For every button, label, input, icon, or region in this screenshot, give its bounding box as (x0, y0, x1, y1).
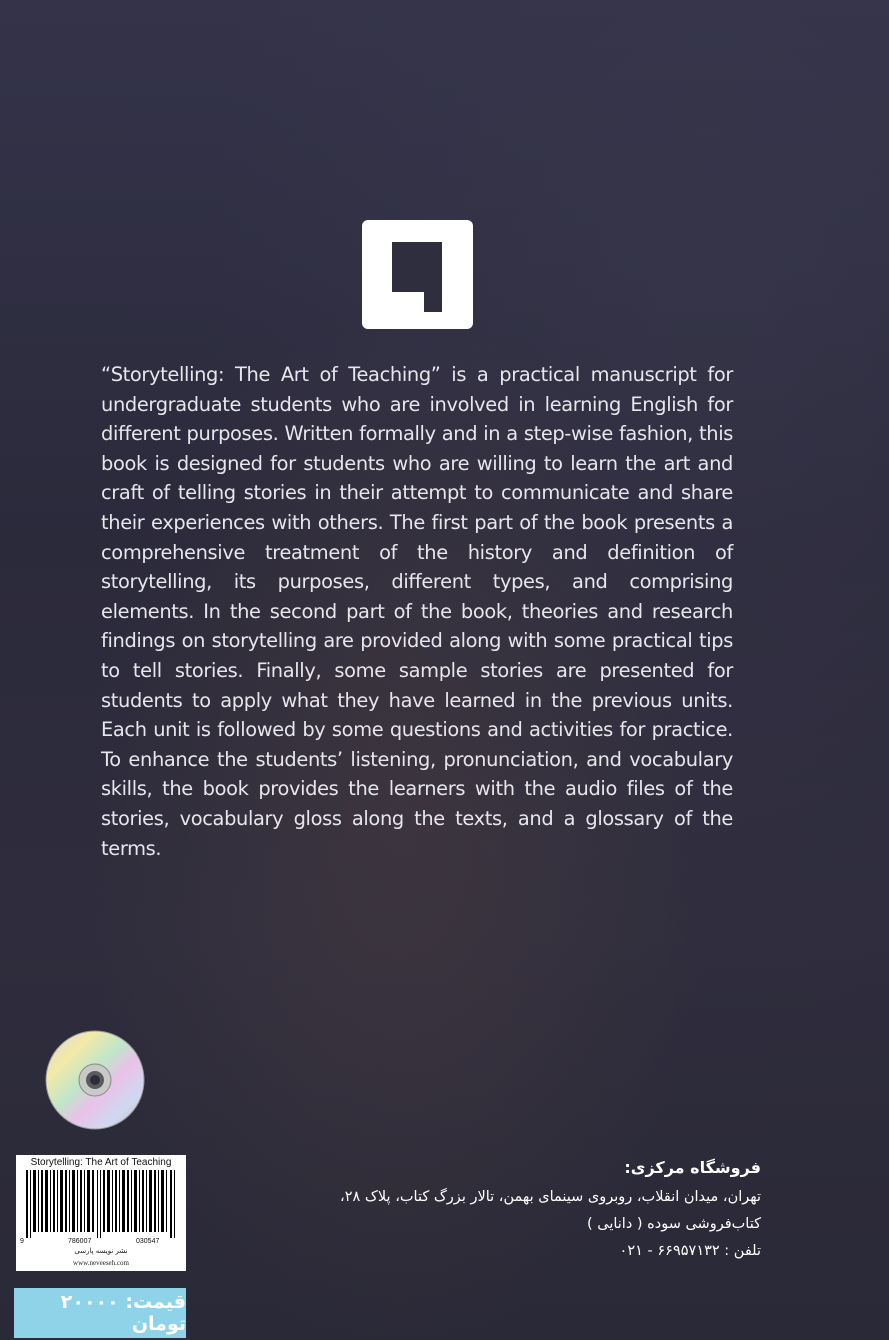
store-shop-name: کتاب‌فروشی سوده ( دانایی ) (586, 1216, 761, 1232)
barcode-label (16, 1155, 186, 1271)
store-info (221, 1158, 761, 1268)
publisher-logo-icon (362, 220, 473, 329)
barcode-digits-right: 030547 (136, 1238, 160, 1245)
barcode-digits-left: 786007 (68, 1238, 92, 1245)
publisher-name: نشر نویسه پارسی (74, 1247, 128, 1255)
publisher-url: www.neveeseh.com (73, 1259, 129, 1267)
barcode-book-title: Storytelling: The Art of Teaching (30, 1157, 172, 1168)
book-description: “Storytelling: The Art of Teaching” is a practical manuscript for undergraduate students who are involved in learning English for different purposes. Written formally and in a step-wise fashion, this book is designed for students who are willing to learn the art and craft of telling stories in their attempt to communicate and share their experiences with others. The first part of the book presents a comprehensive treatment of the history and definition of storytelling, its purposes, different types, and comprising elements. In the second part of the book, theories and research findings on storytelling are provided along with some practical tips to tell stories. Finally, some sample stories are presented for students to apply what they have learned in the previous units. Each unit is followed by some questions and activities for practice. To enhance the students’ listening, pronunciation, and vocabulary skills, the book provides the learners with the audio files of the stories, vocabulary gloss along the texts, and a glossary of the terms. (101, 363, 733, 860)
price-badge: قیمت: ۲۰۰۰۰ تومان (14, 1288, 186, 1338)
store-phone: تلفن : ۶۶۹۵۷۱۳۲ - ۰۲۱ (619, 1243, 761, 1259)
store-title: فروشگاه مرکزی: (624, 1158, 761, 1177)
cd-disc-icon (45, 1030, 145, 1130)
store-address: تهران، میدان انقلاب، روبروی سینمای بهمن، تالار بزرگ کتاب، پلاک ۲۸، (340, 1189, 761, 1205)
barcode-icon (24, 1170, 178, 1238)
barcode-digit-prefix: 9 (20, 1238, 24, 1245)
